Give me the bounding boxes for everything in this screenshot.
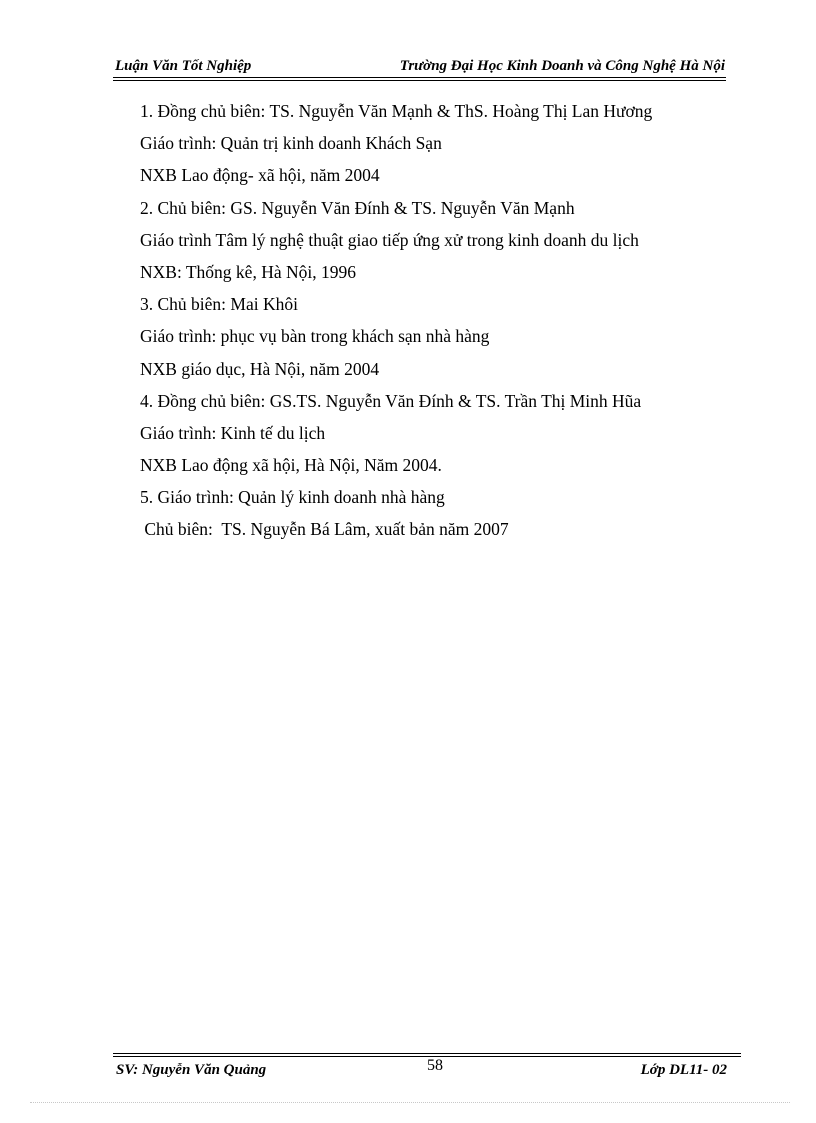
footer-student-name: SV: Nguyễn Văn Quảng bbox=[116, 1062, 267, 1078]
page-bottom-divider bbox=[30, 1102, 790, 1103]
header-rule-thin bbox=[113, 80, 726, 81]
reference-line: Giáo trình: Quản trị kinh doanh Khách Sạn bbox=[140, 133, 442, 154]
header-left-title: Luận Văn Tốt Nghiệp bbox=[115, 58, 252, 74]
reference-line: 2. Chủ biên: GS. Nguyễn Văn Đính & TS. Nguyễn Văn Mạnh bbox=[140, 197, 575, 218]
reference-line: Giáo trình: phục vụ bàn trong khách sạn nhà hàng bbox=[140, 326, 490, 347]
reference-list bbox=[140, 98, 740, 549]
footer-rule-thin bbox=[113, 1053, 741, 1054]
reference-line: Giáo trình Tâm lý nghệ thuật giao tiếp ứng xử trong kinh doanh du lịch bbox=[140, 229, 639, 250]
reference-line: Chủ biên: TS. Nguyễn Bá Lâm, xuất bản năm 2007 bbox=[140, 519, 509, 540]
header-right-title: Trường Đại Học Kinh Doanh và Công Nghệ Hà Nội bbox=[399, 58, 725, 74]
reference-line: NXB giáo dục, Hà Nội, năm 2004 bbox=[140, 358, 380, 379]
page-number: 58 bbox=[427, 1057, 443, 1074]
reference-line: NXB Lao động- xã hội, năm 2004 bbox=[140, 165, 380, 186]
reference-line: NXB Lao động xã hội, Hà Nội, Năm 2004. bbox=[140, 455, 442, 476]
reference-line: Giáo trình: Kinh tế du lịch bbox=[140, 422, 326, 443]
header-rule bbox=[113, 77, 726, 78]
reference-line: 5. Giáo trình: Quản lý kinh doanh nhà hàng bbox=[140, 487, 445, 508]
reference-line: 4. Đồng chủ biên: GS.TS. Nguyễn Văn Đính & TS. Trần Thị Minh Hũa bbox=[140, 390, 642, 411]
reference-line: 3. Chủ biên: Mai Khôi bbox=[140, 294, 298, 315]
footer-class-code: Lớp DL11- 02 bbox=[640, 1062, 727, 1078]
reference-line: NXB: Thống kê, Hà Nội, 1996 bbox=[140, 261, 356, 282]
reference-line: 1. Đồng chủ biên: TS. Nguyễn Văn Mạnh & ThS. Hoàng Thị Lan Hương bbox=[140, 101, 653, 121]
